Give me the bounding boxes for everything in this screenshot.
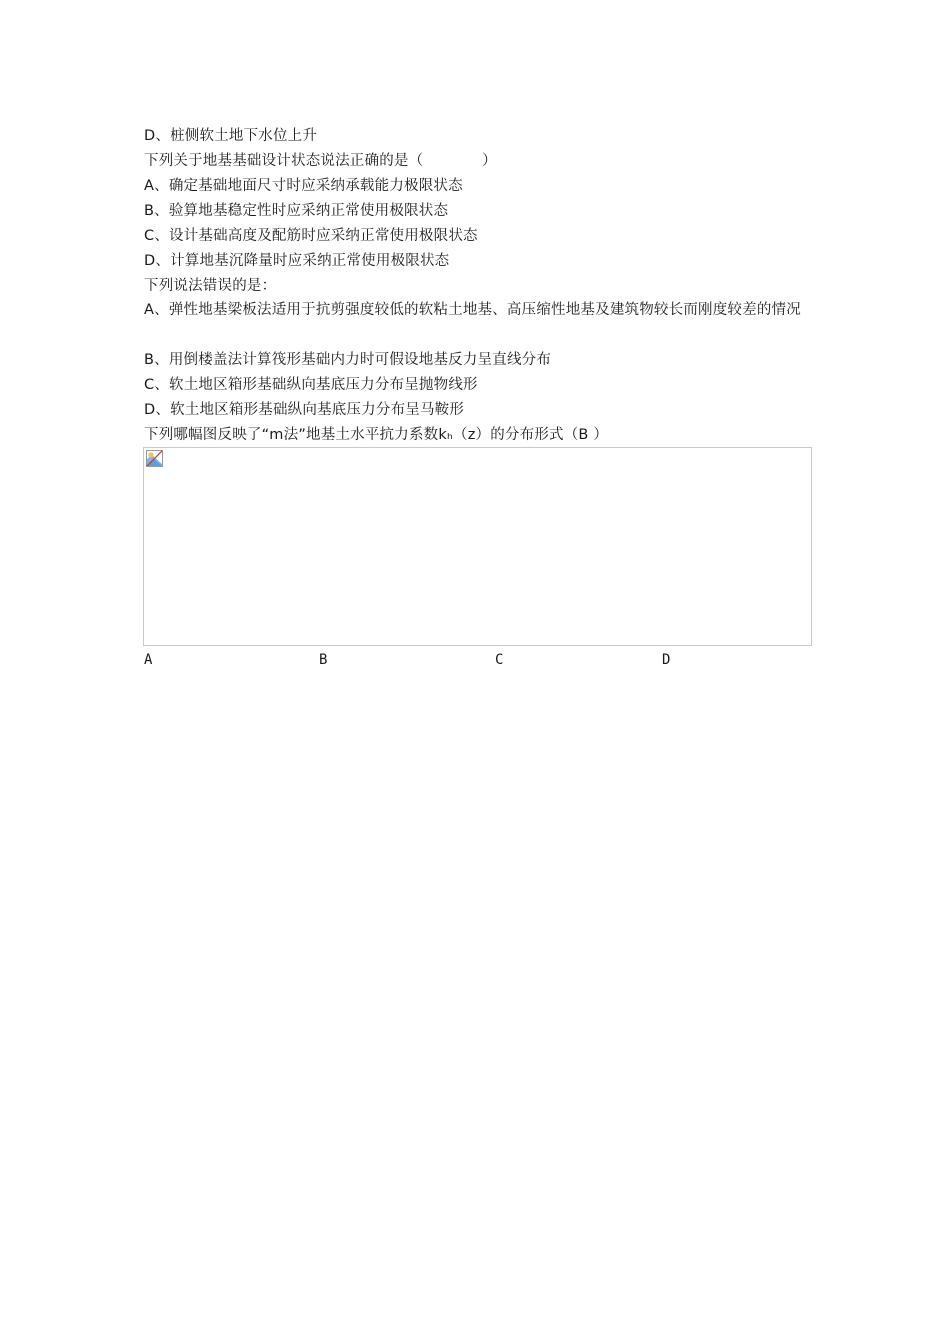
broken-image-icon [146,450,163,467]
option-b-q2: B、验算地基稳定性时应采纳正常使用极限状态 [144,203,449,219]
option-d-q1: D、桩侧软土地下水位上升 [144,128,318,144]
option-d-q3: D、软土地区箱形基础纵向基底压力分布呈马鞍形 [144,402,465,418]
option-a-q3: A、弹性地基梁板法适用于抗剪强度较低的软粘土地基、高压缩性地基及建筑物较长而刚度较差的情况 [144,302,801,318]
option-c-q3: C、软土地区箱形基础纵向基底压力分布呈抛物线形 [144,377,478,393]
option-a-q2: A、确定基础地面尺寸时应采纳承载能力极限状态 [144,178,463,194]
option-d-q2: D、计算地基沉降量时应采纳正常使用极限状态 [144,253,450,269]
figure-choice-d: D [662,652,671,668]
figure-choice-c: C [495,652,504,668]
figure-image-placeholder [143,447,812,646]
figure-choice-b: B [319,652,328,668]
figure-choice-a: A [144,652,153,668]
question-wrong-statement: 下列说法错误的是： [144,278,277,294]
option-c-q2: C、设计基础高度及配筋时应采纳正常使用极限状态 [144,228,478,244]
question-m-method: 下列哪幅图反映了“m法”地基土水平抗力系数kₕ（z）的分布形式（B ） [144,427,609,443]
option-b-q3: B、用倒楼盖法计算筏形基础内力时可假设地基反力呈直线分布 [144,352,552,368]
question-design-state: 下列关于地基基础设计状态说法正确的是（ ） [144,153,497,169]
